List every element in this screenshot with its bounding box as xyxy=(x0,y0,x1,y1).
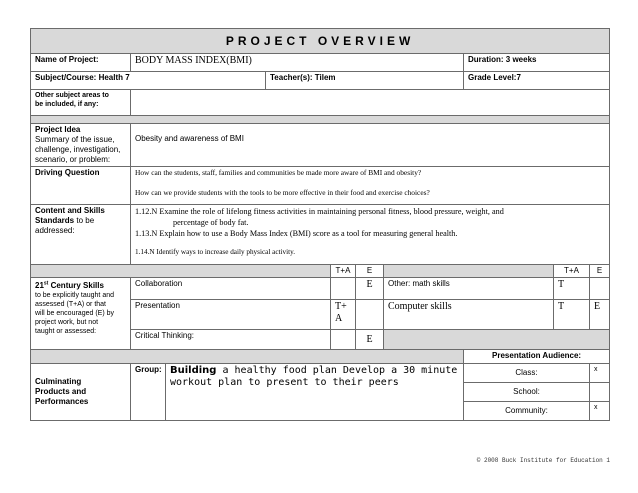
century-skills-desc4: project work, but not xyxy=(35,318,99,326)
standard-3: 1.14.N Identify ways to increase daily physical activity. xyxy=(135,248,296,256)
culminating-product xyxy=(166,364,464,421)
driving-question-label: Driving Question xyxy=(31,167,131,205)
subject-course: Subject/Course: Health 7 xyxy=(31,72,266,90)
other-subject-areas-label xyxy=(31,90,131,116)
presentation-audience-header: Presentation Audience: xyxy=(464,350,610,364)
skill-other-math-ta: T xyxy=(554,278,590,300)
other-areas-line2: be included, if any: xyxy=(35,101,99,108)
other-subject-areas-value xyxy=(131,90,610,116)
project-idea-heading: Project Idea xyxy=(35,125,81,134)
skill-critical-thinking-e: E xyxy=(356,330,384,350)
skill-computer-e: E xyxy=(590,300,610,330)
project-name-value: BODY MASS INDEX(BMI) xyxy=(131,54,464,72)
skills-header-ta: T+A xyxy=(331,265,356,278)
skill-collaboration-ta xyxy=(331,278,356,300)
skills-blank-area xyxy=(384,330,610,350)
section-divider xyxy=(31,116,610,124)
skill-presentation-e xyxy=(356,300,384,330)
culminating-product-rest: a healthy food plan Develop a 30 minute workout plan to present to their peers xyxy=(170,365,458,388)
content-standards-line2-bold: Standards xyxy=(35,216,75,225)
skills-header-ta-2: T+A xyxy=(554,265,590,278)
skill-other-math: Other: math skills xyxy=(384,278,554,300)
culminating-line1: Culminating xyxy=(35,377,82,386)
audience-class: Class: xyxy=(464,364,590,383)
century-skills-num: 21 xyxy=(35,280,44,290)
driving-question-line1: How can the students, staff, families and communities be made more aware of BMI and obesity? xyxy=(135,168,422,177)
project-overview-form xyxy=(30,28,609,421)
skills-header-e-2: E xyxy=(590,265,610,278)
skill-presentation: Presentation xyxy=(131,300,331,330)
driving-question-line2: How can we provide students with the tools to be more effective in their food and exercise choices? xyxy=(135,188,430,197)
other-areas-line1: Other subject areas to xyxy=(35,92,109,99)
duration: Duration: 3 weeks xyxy=(464,54,610,72)
century-skills-heading: Century Skills xyxy=(48,280,104,290)
century-skills-desc3: will be encouraged (E) by xyxy=(35,309,114,317)
project-idea-label xyxy=(31,124,131,167)
content-standards-value xyxy=(131,205,610,265)
project-idea-sub2: challenge, investigation, xyxy=(35,145,121,154)
content-standards-line1: Content and Skills xyxy=(35,206,105,215)
content-standards-label xyxy=(31,205,131,265)
project-name-label: Name of Project: xyxy=(31,54,131,72)
skill-computer: Computer skills xyxy=(384,300,554,330)
culminating-product-bold: Building xyxy=(170,365,217,376)
skills-header-blank xyxy=(31,265,331,278)
content-standards-line3: addressed: xyxy=(35,226,75,235)
century-skills-desc5: taught or assessed: xyxy=(35,327,97,335)
audience-community-mark: x xyxy=(590,402,610,421)
content-standards-line2-rest: to be xyxy=(74,216,95,225)
culminating-line2: Products and xyxy=(35,387,87,396)
century-skills-desc2: assessed (T+A) or that xyxy=(35,300,107,308)
century-skills-sup: st xyxy=(43,280,49,286)
audience-school-mark xyxy=(590,383,610,402)
page-title: PROJECT OVERVIEW xyxy=(31,29,610,54)
skill-other-math-e xyxy=(590,278,610,300)
project-idea-sub3: scenario, or problem: xyxy=(35,155,111,164)
skill-computer-ta: T xyxy=(554,300,590,330)
standard-2: 1.13.N Explain how to use a Body Mass Index (BMI) score as a tool for measuring general health. xyxy=(135,229,458,238)
audience-header-blank xyxy=(31,350,464,364)
driving-question-value xyxy=(131,167,610,205)
grade-level: Grade Level:7 xyxy=(464,72,610,90)
teachers: Teacher(s): Tilem xyxy=(266,72,464,90)
group-label: Group: xyxy=(131,364,166,421)
skill-critical-thinking-ta xyxy=(331,330,356,350)
standard-1-line1: 1.12.N Examine the role of lifelong fitness activities in maintaining personal fitness, blood pressure, weight, and xyxy=(135,207,504,216)
audience-school: School: xyxy=(464,383,590,402)
project-idea-sub1: Summary of the issue, xyxy=(35,135,115,144)
skills-header-e: E xyxy=(356,265,384,278)
century-skills-desc1: to be explicitly taught and xyxy=(35,291,114,299)
skill-presentation-ta: T+ A xyxy=(331,300,356,330)
skill-collaboration-e: E xyxy=(356,278,384,300)
century-skills-label xyxy=(31,278,131,350)
skill-collaboration: Collaboration xyxy=(131,278,331,300)
standard-1-line2: percentage of body fat. xyxy=(173,218,249,227)
project-idea-value: Obesity and awareness of BMI xyxy=(131,124,610,167)
skills-header-blank-2 xyxy=(384,265,554,278)
culminating-line3: Performances xyxy=(35,397,89,406)
audience-class-mark: x xyxy=(590,364,610,383)
skill-critical-thinking: Critical Thinking: xyxy=(131,330,331,350)
culminating-label xyxy=(31,364,131,421)
audience-community: Community: xyxy=(464,402,590,421)
footer-copyright: © 2008 Buck Institute for Education 1 xyxy=(476,457,610,464)
